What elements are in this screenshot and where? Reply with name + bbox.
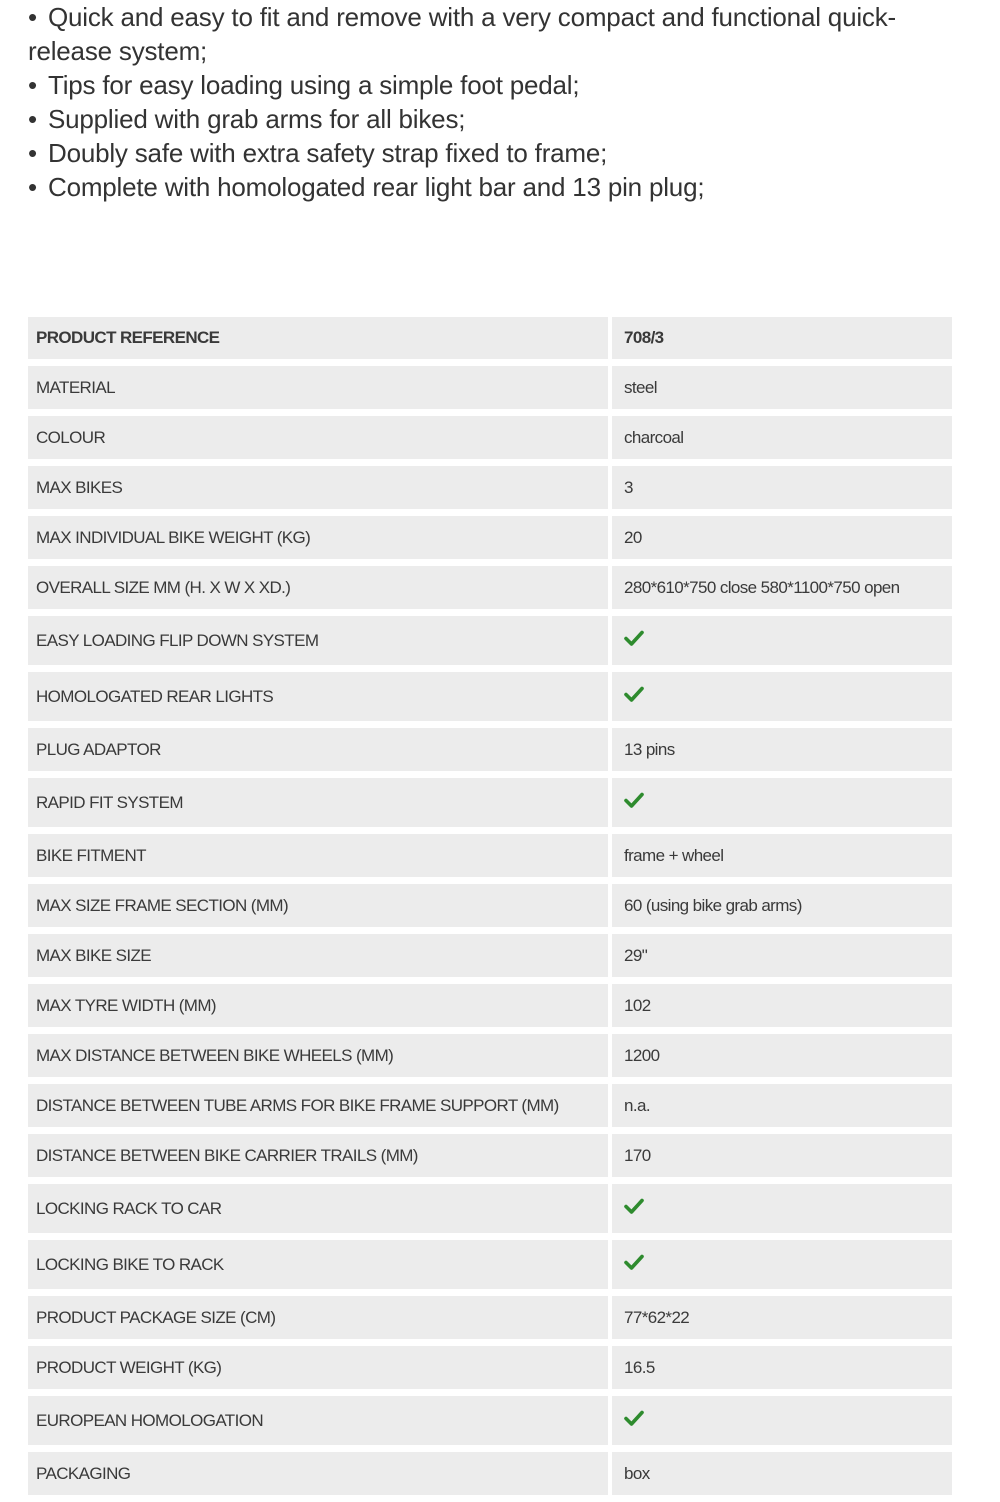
row-label: PRODUCT PACKAGE SIZE (CM) bbox=[28, 1296, 612, 1339]
feature-item bbox=[28, 0, 958, 68]
row-value bbox=[612, 1240, 952, 1289]
bullet-glyph: • bbox=[28, 70, 37, 100]
row-value: 13 pins bbox=[612, 728, 952, 771]
table-row bbox=[28, 834, 952, 877]
feature-text: Tips for easy loading using a simple foot pedal; bbox=[48, 70, 580, 100]
spec-table bbox=[28, 310, 952, 1502]
row-label: HOMOLOGATED REAR LIGHTS bbox=[28, 672, 612, 721]
row-value: 102 bbox=[612, 984, 952, 1027]
table-row bbox=[28, 1134, 952, 1177]
header-value: 708/3 bbox=[612, 317, 952, 359]
row-label: LOCKING BIKE TO RACK bbox=[28, 1240, 612, 1289]
row-value bbox=[612, 672, 952, 721]
row-label: EASY LOADING FLIP DOWN SYSTEM bbox=[28, 616, 612, 665]
feature-text: Supplied with grab arms for all bikes; bbox=[48, 104, 466, 134]
table-row bbox=[28, 934, 952, 977]
row-label: PRODUCT WEIGHT (KG) bbox=[28, 1346, 612, 1389]
row-value: charcoal bbox=[612, 416, 952, 459]
row-label: PLUG ADAPTOR bbox=[28, 728, 612, 771]
row-label: MAX BIKES bbox=[28, 466, 612, 509]
row-value: steel bbox=[612, 366, 952, 409]
checkmark-icon bbox=[624, 1408, 644, 1428]
bullet-glyph: • bbox=[28, 138, 37, 168]
row-value: box bbox=[612, 1452, 952, 1495]
bullet-glyph: • bbox=[28, 2, 37, 32]
table-row bbox=[28, 516, 952, 559]
row-label: MAX DISTANCE BETWEEN BIKE WHEELS (MM) bbox=[28, 1034, 612, 1077]
row-label: MAX TYRE WIDTH (MM) bbox=[28, 984, 612, 1027]
row-value bbox=[612, 1396, 952, 1445]
feature-item bbox=[28, 170, 958, 204]
spec-table-body bbox=[28, 317, 952, 1495]
table-row bbox=[28, 566, 952, 609]
row-label: MAX BIKE SIZE bbox=[28, 934, 612, 977]
table-row bbox=[28, 884, 952, 927]
table-row bbox=[28, 778, 952, 827]
row-value: 16.5 bbox=[612, 1346, 952, 1389]
row-label: COLOUR bbox=[28, 416, 612, 459]
table-row bbox=[28, 1084, 952, 1127]
feature-text: Quick and easy to fit and remove with a very compact and functional quick-release system; bbox=[28, 2, 896, 66]
table-row bbox=[28, 466, 952, 509]
table-row bbox=[28, 1240, 952, 1289]
row-label: LOCKING RACK TO CAR bbox=[28, 1184, 612, 1233]
row-label: OVERALL SIZE MM (H. X W X XD.) bbox=[28, 566, 612, 609]
table-row bbox=[28, 616, 952, 665]
row-value: 3 bbox=[612, 466, 952, 509]
row-value: 60 (using bike grab arms) bbox=[612, 884, 952, 927]
row-label: MATERIAL bbox=[28, 366, 612, 409]
header-label: PRODUCT REFERENCE bbox=[28, 317, 612, 359]
feature-item bbox=[28, 136, 958, 170]
table-row bbox=[28, 1296, 952, 1339]
row-value bbox=[612, 616, 952, 665]
table-row bbox=[28, 728, 952, 771]
bullet-glyph: • bbox=[28, 172, 37, 202]
row-label: DISTANCE BETWEEN BIKE CARRIER TRAILS (MM) bbox=[28, 1134, 612, 1177]
row-label: RAPID FIT SYSTEM bbox=[28, 778, 612, 827]
table-row bbox=[28, 1034, 952, 1077]
row-value: 280*610*750 close 580*1100*750 open bbox=[612, 566, 952, 609]
bullet-glyph: • bbox=[28, 104, 37, 134]
checkmark-icon bbox=[624, 1196, 644, 1216]
table-row bbox=[28, 416, 952, 459]
row-value bbox=[612, 778, 952, 827]
row-value: n.a. bbox=[612, 1084, 952, 1127]
row-label: MAX INDIVIDUAL BIKE WEIGHT (KG) bbox=[28, 516, 612, 559]
row-label: EUROPEAN HOMOLOGATION bbox=[28, 1396, 612, 1445]
table-row bbox=[28, 1346, 952, 1389]
table-header-row bbox=[28, 317, 952, 359]
row-value: 29" bbox=[612, 934, 952, 977]
row-label: DISTANCE BETWEEN TUBE ARMS FOR BIKE FRAME SUPPORT (MM) bbox=[28, 1084, 612, 1127]
feature-item bbox=[28, 102, 958, 136]
row-value: 77*62*22 bbox=[612, 1296, 952, 1339]
row-label: PACKAGING bbox=[28, 1452, 612, 1495]
row-value: frame + wheel bbox=[612, 834, 952, 877]
feature-text: Doubly safe with extra safety strap fixed to frame; bbox=[48, 138, 608, 168]
table-row bbox=[28, 672, 952, 721]
table-row bbox=[28, 984, 952, 1027]
feature-item bbox=[28, 68, 958, 102]
checkmark-icon bbox=[624, 1252, 644, 1272]
row-value: 170 bbox=[612, 1134, 952, 1177]
feature-text: Complete with homologated rear light bar and 13 pin plug; bbox=[48, 172, 705, 202]
row-label: MAX SIZE FRAME SECTION (MM) bbox=[28, 884, 612, 927]
feature-list bbox=[28, 0, 958, 204]
checkmark-icon bbox=[624, 790, 644, 810]
table-row bbox=[28, 366, 952, 409]
checkmark-icon bbox=[624, 628, 644, 648]
row-value: 20 bbox=[612, 516, 952, 559]
row-value bbox=[612, 1184, 952, 1233]
row-label: BIKE FITMENT bbox=[28, 834, 612, 877]
row-value: 1200 bbox=[612, 1034, 952, 1077]
table-row bbox=[28, 1184, 952, 1233]
table-row bbox=[28, 1452, 952, 1495]
table-row bbox=[28, 1396, 952, 1445]
checkmark-icon bbox=[624, 684, 644, 704]
